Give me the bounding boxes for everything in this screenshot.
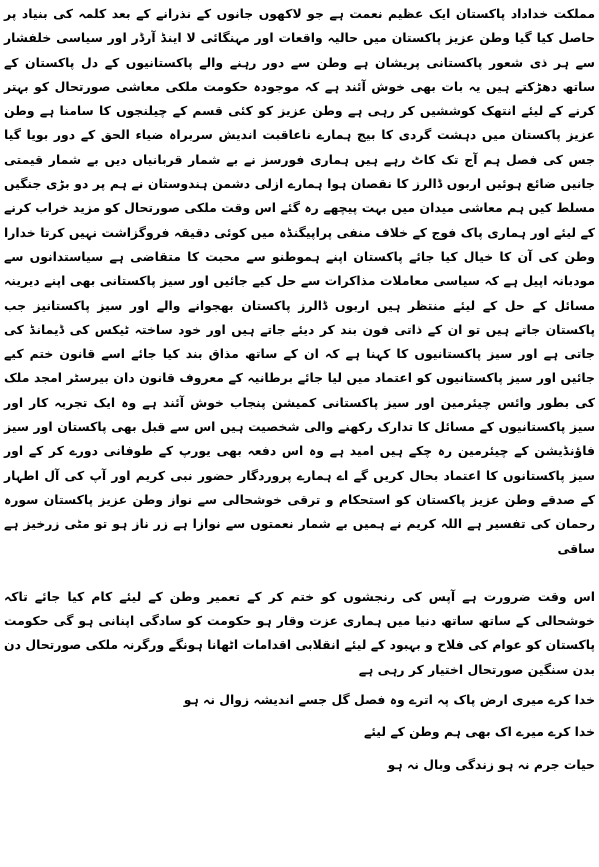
poetry-verse-2: خدا کرے میرے اک بھی ہم وطن کے لیئے	[363, 724, 595, 740]
article-paragraph-2: اس وقت ضرورت ہے آپس کی رنجشوں کو ختم کر کے تعمیر وطن کے لیئے کام کیا جائے تاکہ خوشحالی کے ساتھ ساتھ دنیا میں ہماری عزت وقار ہو حکومت کو سادگی اپنانی ہو گی حکومت پاکستان کو عوام کی فلاح و بہبود کے لیئے انقلابی اقدامات اٹھانا ہونگے ورگرنہ ملکی صورتحال دن بدن سنگین صورتحال اختیار کر رہی ہے	[4, 588, 595, 677]
poetry-verse-1: خدا کرے میری ارض پاک پہ اترے وہ فصل گل جسے اندیشہ زوال نہ ہو	[183, 692, 595, 708]
article-paragraph-1: مملکت خداداد پاکستان ایک عظیم نعمت ہے جو لاکھوں جانوں کے نذرانے کے بعد کلمہ کی بنیاد پر حاصل کیا گیا وطن عزیز پاکستان میں حالیہ واقعات اور مہنگائی لا اینڈ آرڈر اور سیاسی خلفشار سے ہر ذی شعور پاکستانی پریشان ہے وطن سے دور رہنے والے پاکستانیوں کے دل پاکستان کے ساتھ دھڑکتے ہیں یہ بات بھی خوش آئند ہے کہ موجودہ حکومت ملکی معاشی صورتحال کو بہتر کرنے کے لیئے انتھک کوششیں کر رہی ہے وطن عزیز کو کئی قسم کے چیلنجوں کا سامنا ہے وطن عزیز پاکستان میں دہشت گردی کا بیج ہمارے ناعاقبت اندیش سربراہ ضیاء الحق کے دور بویا گیا جس کی فصل ہم آج تک کاٹ رہے ہیں ہماری فورسز نے بے شمار قربانیاں دیں بے شمار قیمتی جانیں ضائع ہوئیں اربوں ڈالرز کا نقصان ہوا ہمارے ازلی دشمن ہندوستان نے ہم پر دو بڑی جنگیں مسلط کیں ہم معاشی میدان میں بہت پیچھے رہ گئے اس وقت ملکی صورتحال کو مزید خراب کرنے کے لیئے اور ہماری پاک فوج کے خلاف منفی پراپیگنڈہ میں کوئی دقیقہ فروگزاشت نہیں کرتا خدارا وطن کی آن کا خیال کیا جائے پاکستان اپنے ہموطنو سے محبت کا متقاضی ہے سیاستدانوں سے مودبانہ اپیل ہے کہ سیاسی معاملات مذاکرات سے حل کیے جائیں اور سیز پاکستانی بھی اپنے دیرینہ مسائل کے حل کے لیئے منتظر ہیں اربوں ڈالرز پاکستان بھجوانے والے اور سیز پاکستانیز جب پاکستان جاتے ہیں تو ان کے ذاتی فون بند کر دیئے جاتے ہیں اور خود ساختہ ٹیکس کی ڈیمانڈ کی جاتی ہے اور سیز پاکستانیوں کا کہنا ہے کہ ان کے ساتھ مذاق بند کیا جائے اسے قانون ختم کیے جائیں اور سیز پاکستانیوں کو اعتماد میں لیا جائے برطانیہ کے معروف قانون دان بیرسٹر امجد ملک کی بطور وائس چیئرمین اور سیز پاکستانی کمیشن پنجاب خوش آئند ہے وہ ایک تجربہ کار اور سیز پاکستانیوں کے مسائل کا تدارک رکھنے والی شخصیت ہیں اس سے قبل بھی پاکستان اور سیز فاؤنڈیشن کے چیئرمین رہ چکے ہیں امید ہے وہ اس دفعہ بھی یورپ کے طوفانی دورے کر کے اور سیز پاکستانوں کا اعتماد بحال کریں گے اے ہمارے پروردگار حضور نبی کریم اور آپ کی آل اطہار کے صدقے وطن عزیز پاکستان کو استحکام و ترقی خوشحالی سے نواز وطن عزیز پاکستان سورہ رحمان کی تفسیر ہے اللہ کریم نے ہمیں بے شمار نعمتوں سے نوازا ہے زر ناز ہو تو مٹی زرخیز ہے ساقی	[4, 6, 595, 556]
poetry-verse-3: حیات جرم نہ ہو زندگی وبال نہ ہو	[387, 756, 595, 772]
